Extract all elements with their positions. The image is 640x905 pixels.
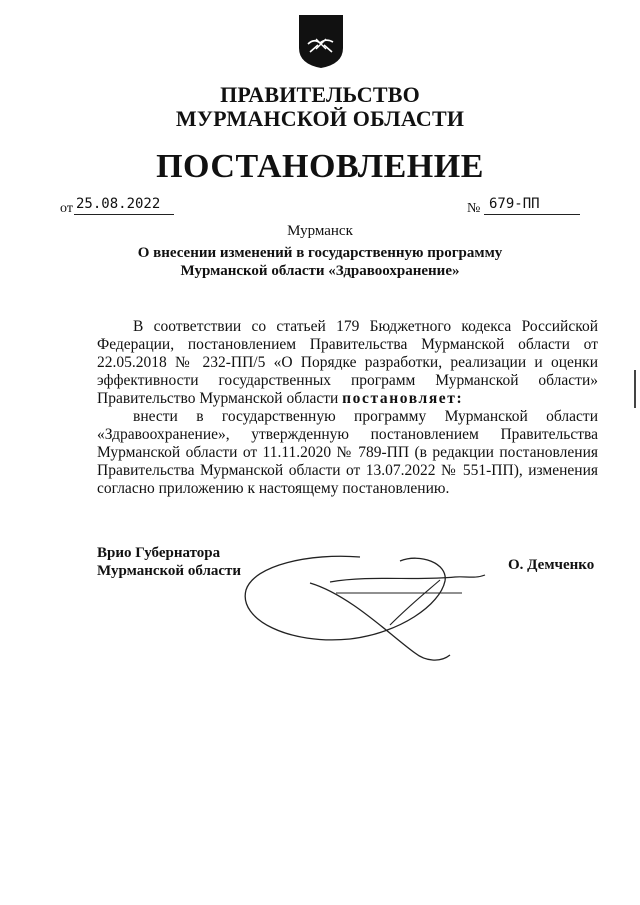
number-underline <box>484 214 580 215</box>
body-line: В соответствии со статьей 179 Бюджетного кодекса Российской <box>133 318 598 335</box>
date-prefix: от <box>60 201 73 216</box>
organization-name-line1: ПРАВИТЕЛЬСТВО <box>220 82 420 107</box>
resolution-keyword: постановляет: <box>342 390 464 407</box>
handwritten-signature <box>240 535 490 670</box>
number-prefix: № <box>467 201 481 216</box>
body-line: внести в государственную программу Мурманской области <box>133 408 598 425</box>
body-line: Правительства Мурманской области от 13.07.2022 № 551-ПП), изменения <box>97 462 598 479</box>
date-underline <box>74 214 174 215</box>
signatory-name: О. Демченко <box>508 557 595 573</box>
document-title-line1: О внесении изменений в государственную программу <box>137 245 503 261</box>
city: Мурманск <box>287 223 353 239</box>
body-line: согласно приложению к настоящему постановлению. <box>97 480 450 497</box>
margin-mark <box>634 370 636 408</box>
document-type: ПОСТАНОВЛЕНИЕ <box>156 148 484 185</box>
body-line: Правительство Мурманской области постановляет: <box>97 390 464 407</box>
body-line: Федерации, постановлением Правительства Мурманской области от <box>97 336 598 353</box>
coat-of-arms-icon <box>296 12 346 70</box>
body-line: эффективности государственных программ Мурманской области» <box>97 372 598 389</box>
signatory-position-line1: Врио Губернатора <box>97 545 221 561</box>
body-line: 22.05.2018 № 232-ПП/5 «О Порядке разработки, реализации и оценки <box>97 354 598 371</box>
signatory-position-line2: Мурманской области <box>97 563 242 579</box>
body-line: «Здравоохранение», утвержденную постановлением Правительства <box>97 426 598 443</box>
document-date: 25.08.2022 <box>76 196 161 212</box>
document-number: 679-ПП <box>489 196 540 212</box>
organization-name-line2: МУРМАНСКОЙ ОБЛАСТИ <box>175 106 465 131</box>
document-title-line2: Мурманской области «Здравоохранение» <box>180 263 460 279</box>
body-line: Мурманской области от 11.11.2020 № 789-ПП (в редакции постановления <box>97 444 598 461</box>
